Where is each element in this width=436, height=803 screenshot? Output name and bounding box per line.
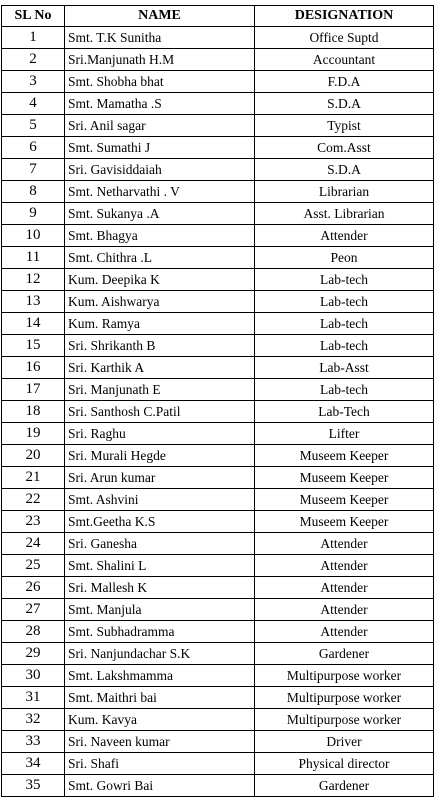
name-cell: Sri. Nanjundachar S.K [65, 643, 255, 665]
sl-no-cell: 7 [2, 159, 65, 181]
designation-cell: Attender [255, 599, 434, 621]
name-cell: Sri. Mallesh K [65, 577, 255, 599]
sl-no-cell: 34 [2, 753, 65, 775]
table-row [2, 643, 434, 665]
designation-cell: Attender [255, 533, 434, 555]
designation-cell: Com.Asst [255, 137, 434, 159]
name-cell: Smt. Shobha bhat [65, 71, 255, 93]
designation-cell: Gardener [255, 775, 434, 797]
name-cell: Kum. Deepika K [65, 269, 255, 291]
designation-cell: Multipurpose worker [255, 687, 434, 709]
name-cell: Smt. Mamatha .S [65, 93, 255, 115]
name-cell: Smt.Geetha K.S [65, 511, 255, 533]
sl-no-cell: 30 [2, 665, 65, 687]
name-cell: Sri. Karthik A [65, 357, 255, 379]
name-cell: Smt. Lakshmamma [65, 665, 255, 687]
name-cell: Smt. Subhadramma [65, 621, 255, 643]
sl-no-cell: 12 [2, 269, 65, 291]
table-row [2, 753, 434, 775]
sl-no-cell: 16 [2, 357, 65, 379]
designation-cell: F.D.A [255, 71, 434, 93]
designation-cell: Attender [255, 577, 434, 599]
designation-cell: Attender [255, 555, 434, 577]
table-row [2, 665, 434, 687]
name-cell: Sri. Santhosh C.Patil [65, 401, 255, 423]
table-row [2, 511, 434, 533]
name-cell: Smt. Ashvini [65, 489, 255, 511]
table-row [2, 269, 434, 291]
table-row [2, 93, 434, 115]
sl-no-cell: 22 [2, 489, 65, 511]
name-cell: Smt. Bhagya [65, 225, 255, 247]
designation-cell: Driver [255, 731, 434, 753]
sl-no-cell: 33 [2, 731, 65, 753]
table-row [2, 27, 434, 49]
name-cell: Smt. Manjula [65, 599, 255, 621]
table-row [2, 357, 434, 379]
name-cell: Sri. Ganesha [65, 533, 255, 555]
sl-no-column-header: SL No [2, 6, 65, 27]
designation-cell: Attender [255, 621, 434, 643]
name-cell: Sri.Manjunath H.M [65, 49, 255, 71]
designation-cell: Museem Keeper [255, 489, 434, 511]
table-row [2, 401, 434, 423]
name-cell: Smt. Shalini L [65, 555, 255, 577]
designation-cell: Lab-tech [255, 335, 434, 357]
designation-cell: Lab-tech [255, 269, 434, 291]
sl-no-cell: 26 [2, 577, 65, 599]
sl-no-cell: 3 [2, 71, 65, 93]
sl-no-cell: 6 [2, 137, 65, 159]
table-body [2, 27, 434, 797]
table-row [2, 599, 434, 621]
table-row [2, 709, 434, 731]
table-row [2, 423, 434, 445]
table-row [2, 335, 434, 357]
table-row [2, 137, 434, 159]
sl-no-cell: 28 [2, 621, 65, 643]
sl-no-cell: 11 [2, 247, 65, 269]
table-row [2, 181, 434, 203]
designation-cell: Museem Keeper [255, 511, 434, 533]
name-cell: Sri. Arun kumar [65, 467, 255, 489]
name-cell: Sri. Naveen kumar [65, 731, 255, 753]
designation-cell: Attender [255, 225, 434, 247]
sl-no-cell: 5 [2, 115, 65, 137]
designation-cell: Office Suptd [255, 27, 434, 49]
name-cell: Sri. Murali Hegde [65, 445, 255, 467]
designation-cell: Lab-tech [255, 313, 434, 335]
sl-no-cell: 31 [2, 687, 65, 709]
sl-no-cell: 32 [2, 709, 65, 731]
sl-no-cell: 9 [2, 203, 65, 225]
table-row [2, 621, 434, 643]
sl-no-cell: 21 [2, 467, 65, 489]
sl-no-cell: 20 [2, 445, 65, 467]
name-cell: Kum. Kavya [65, 709, 255, 731]
table-row [2, 467, 434, 489]
table-row [2, 159, 434, 181]
sl-no-cell: 27 [2, 599, 65, 621]
designation-cell: Physical director [255, 753, 434, 775]
designation-cell: Museem Keeper [255, 467, 434, 489]
table-row [2, 555, 434, 577]
name-cell: Sri. Shrikanth B [65, 335, 255, 357]
table-row [2, 379, 434, 401]
sl-no-cell: 1 [2, 27, 65, 49]
designation-cell: Librarian [255, 181, 434, 203]
table-row [2, 577, 434, 599]
table-row [2, 731, 434, 753]
name-cell: Smt. Maithri bai [65, 687, 255, 709]
table-row [2, 115, 434, 137]
sl-no-cell: 17 [2, 379, 65, 401]
name-cell: Smt. Chithra .L [65, 247, 255, 269]
designation-cell: Accountant [255, 49, 434, 71]
table-row [2, 225, 434, 247]
table-row [2, 775, 434, 797]
sl-no-cell: 24 [2, 533, 65, 555]
table-row [2, 203, 434, 225]
name-cell: Smt. Sukanya .A [65, 203, 255, 225]
name-cell: Sri. Manjunath E [65, 379, 255, 401]
designation-cell: Typist [255, 115, 434, 137]
staff-table [1, 5, 434, 797]
name-cell: Sri. Shafi [65, 753, 255, 775]
table-row [2, 489, 434, 511]
sl-no-cell: 8 [2, 181, 65, 203]
designation-cell: Gardener [255, 643, 434, 665]
table-row [2, 291, 434, 313]
name-cell: Smt. T.K Sunitha [65, 27, 255, 49]
sl-no-cell: 2 [2, 49, 65, 71]
table-row [2, 247, 434, 269]
name-cell: Smt. Gowri Bai [65, 775, 255, 797]
sl-no-cell: 10 [2, 225, 65, 247]
header-row [2, 6, 434, 27]
designation-cell: Lab-Tech [255, 401, 434, 423]
designation-cell: Lab-tech [255, 291, 434, 313]
table-row [2, 445, 434, 467]
designation-cell: Multipurpose worker [255, 665, 434, 687]
designation-cell: S.D.A [255, 93, 434, 115]
name-cell: Sri. Anil sagar [65, 115, 255, 137]
name-cell: Kum. Aishwarya [65, 291, 255, 313]
name-column-header: NAME [65, 6, 255, 27]
sl-no-cell: 15 [2, 335, 65, 357]
sl-no-cell: 29 [2, 643, 65, 665]
name-cell: Smt. Sumathi J [65, 137, 255, 159]
designation-column-header: DESIGNATION [255, 6, 434, 27]
sl-no-cell: 35 [2, 775, 65, 797]
table-header [2, 6, 434, 27]
sl-no-cell: 14 [2, 313, 65, 335]
sl-no-cell: 25 [2, 555, 65, 577]
table-row [2, 687, 434, 709]
table-row [2, 313, 434, 335]
name-cell: Sri. Raghu [65, 423, 255, 445]
sl-no-cell: 23 [2, 511, 65, 533]
table-row [2, 49, 434, 71]
sl-no-cell: 18 [2, 401, 65, 423]
sl-no-cell: 4 [2, 93, 65, 115]
designation-cell: S.D.A [255, 159, 434, 181]
designation-cell: Lifter [255, 423, 434, 445]
name-cell: Smt. Netharvathi . V [65, 181, 255, 203]
table-row [2, 533, 434, 555]
name-cell: Sri. Gavisiddaiah [65, 159, 255, 181]
name-cell: Kum. Ramya [65, 313, 255, 335]
designation-cell: Museem Keeper [255, 445, 434, 467]
sl-no-cell: 19 [2, 423, 65, 445]
designation-cell: Lab-tech [255, 379, 434, 401]
designation-cell: Peon [255, 247, 434, 269]
sl-no-cell: 13 [2, 291, 65, 313]
designation-cell: Multipurpose worker [255, 709, 434, 731]
designation-cell: Lab-Asst [255, 357, 434, 379]
designation-cell: Asst. Librarian [255, 203, 434, 225]
table-row [2, 71, 434, 93]
